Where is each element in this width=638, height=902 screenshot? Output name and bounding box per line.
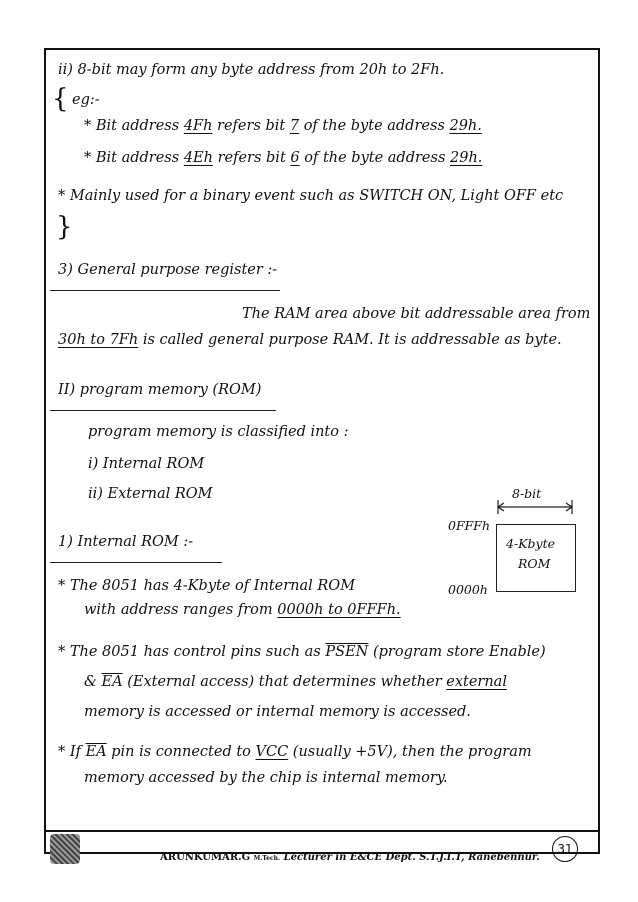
section-underline xyxy=(50,290,280,291)
control-pins-line-1: * The 8051 has control pins such as PSEN (program store Enable) xyxy=(58,644,546,660)
close-brace: } xyxy=(56,212,73,242)
usage-note: * Mainly used for a binary event such as SWITCH ON, Light OFF etc xyxy=(58,188,564,204)
control-pins-line-2: & $\overline{EA}$ (External access) that determines whether external xyxy=(84,674,507,690)
page-frame xyxy=(44,48,600,854)
section-title-program-memory: II) program memory (ROM) xyxy=(58,382,262,398)
pm-item-internal: i) Internal ROM xyxy=(88,456,205,472)
rom-box-label: ROM xyxy=(518,556,551,571)
rom-bottom-address: 0000h xyxy=(448,582,488,597)
ea-vcc-line-1: * If $\overline{EA}$ pin is connected to VCC (usually +5V), then the program xyxy=(58,744,532,760)
pm-item-external: ii) External ROM xyxy=(88,486,213,502)
footer-divider xyxy=(44,830,600,832)
control-pins-line-3: memory is accessed or internal memory is accessed. xyxy=(84,704,471,720)
institution-logo xyxy=(50,834,80,864)
rom-width-label: 8-bit xyxy=(512,486,542,501)
line-byte-address-range: ii) 8-bit may form any byte address from 20h to 2Fh. xyxy=(58,62,445,78)
footer-credit: ARUNKUMAR.G M.Tech. Lecturer in E&CE Dept. S.T.J.I.T, Ranebennur. xyxy=(160,852,540,863)
gp-text-2: 30h to 7Fh is called general purpose RAM. It is addressable as byte. xyxy=(58,332,562,348)
example-line-1: * Bit address 4Fh refers bit 7 of the byte address 29h. xyxy=(84,118,482,134)
rom-top-address: 0FFFh xyxy=(448,518,491,533)
pm-classified: program memory is classified into : xyxy=(88,424,349,440)
open-brace: { xyxy=(52,84,69,114)
section-underline xyxy=(50,410,276,411)
width-arrow xyxy=(494,500,576,514)
example-label: eg:- xyxy=(72,92,100,108)
example-line-2: * Bit address 4Eh refers bit 6 of the byte address 29h. xyxy=(84,150,483,166)
section-title-internal-rom: 1) Internal ROM :- xyxy=(58,534,194,550)
page-number: 31 xyxy=(552,836,578,862)
section-underline xyxy=(50,562,222,563)
rom-box-size-label: 4-Kbyte xyxy=(506,536,555,551)
section-title-gp-register: 3) General purpose register :- xyxy=(58,262,278,278)
gp-text-1: The RAM area above bit addressable area from xyxy=(242,306,591,322)
internal-rom-range: with address ranges from 0000h to 0FFFh. xyxy=(84,602,401,618)
internal-rom-size: * The 8051 has 4-Kbyte of Internal ROM xyxy=(58,578,356,594)
ea-vcc-line-2: memory accessed by the chip is internal memory. xyxy=(84,770,448,786)
